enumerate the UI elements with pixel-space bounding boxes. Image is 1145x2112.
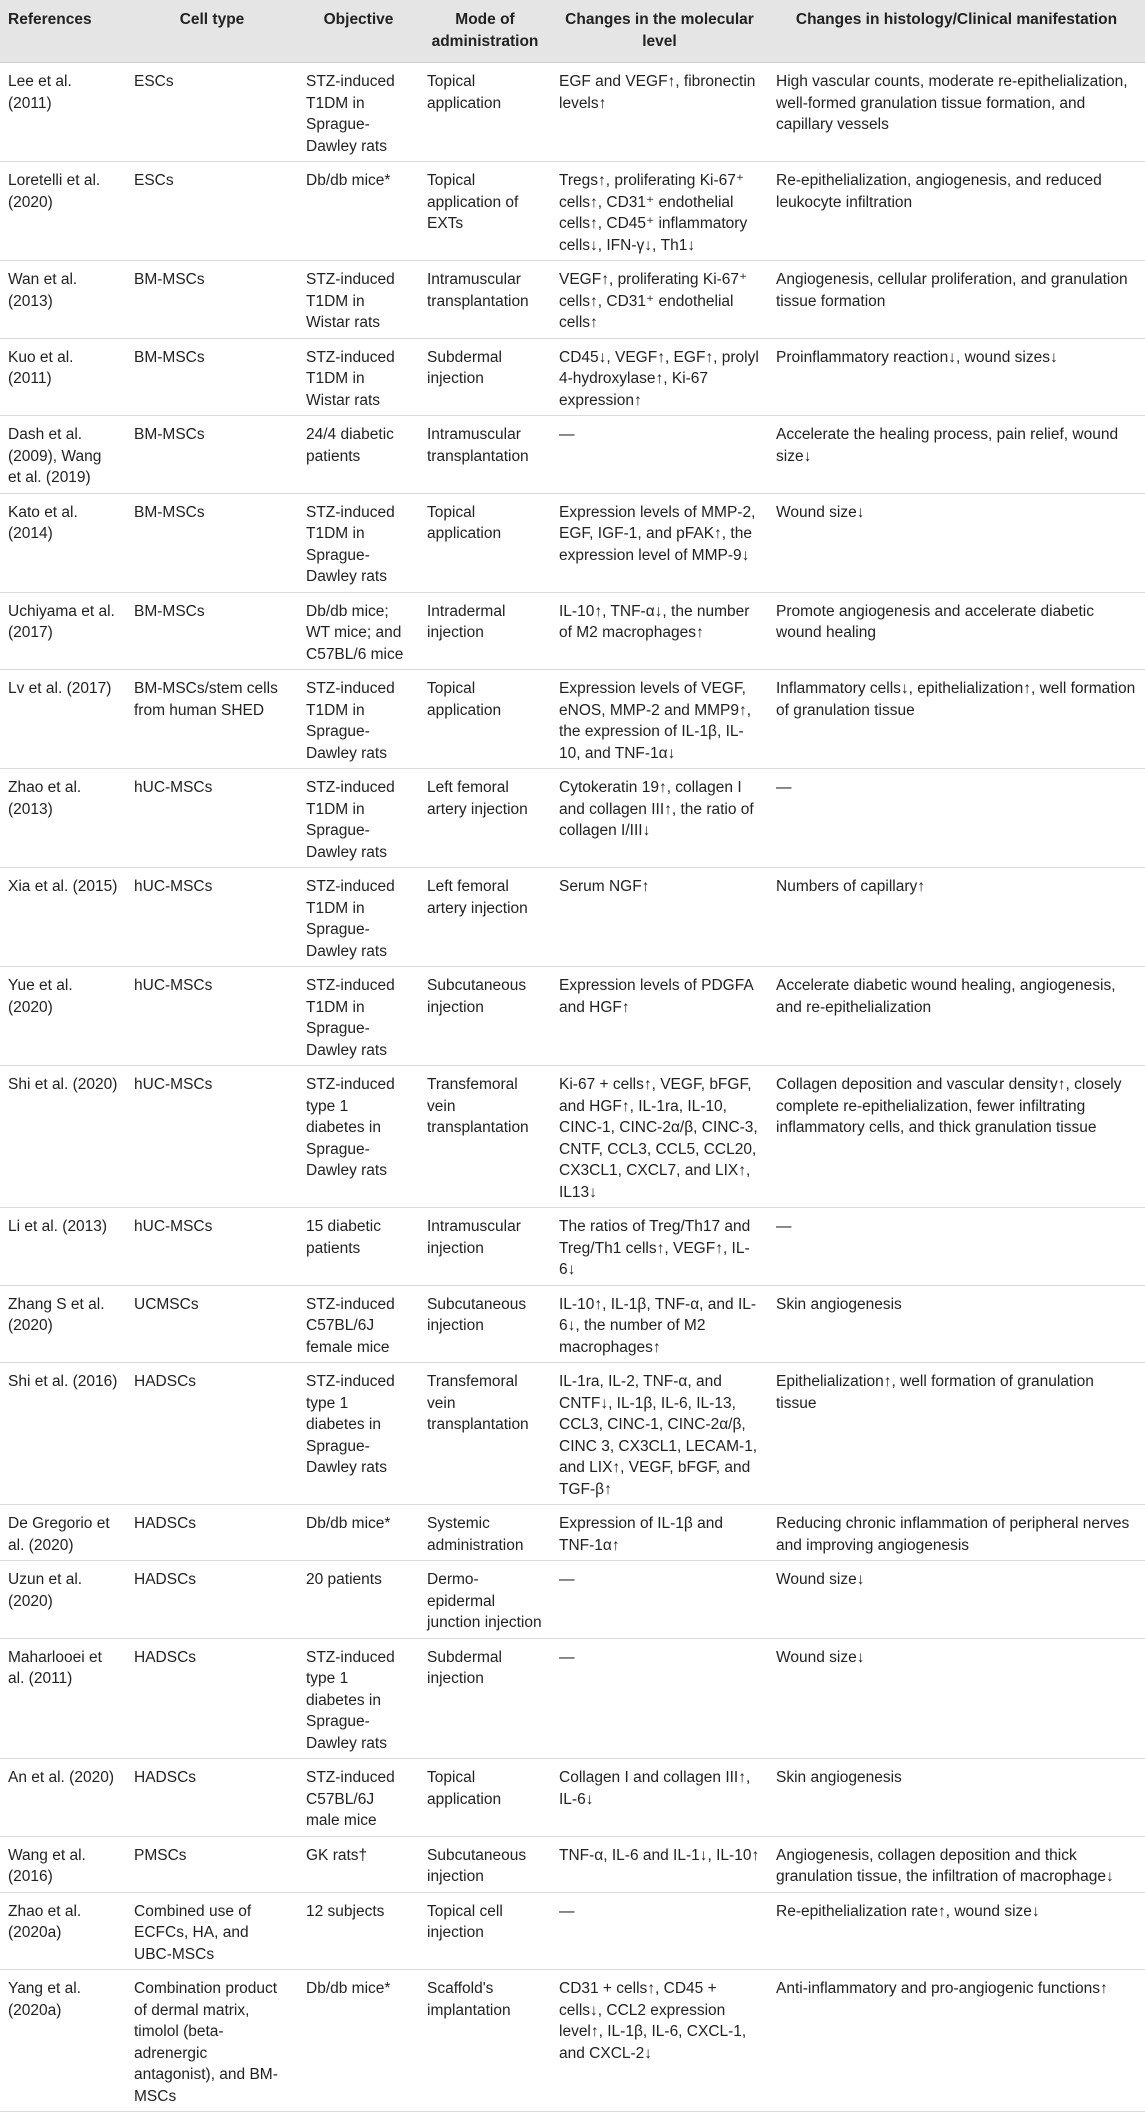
reference-cell: Zhao et al. (2020a) <box>0 1892 126 1970</box>
objective-cell: GK rats† <box>298 1836 419 1892</box>
histology-cell: Collagen deposition and vascular density↑, closely complete re-epithelialization, fewer infiltrating inflammatory cells, and thick granulation tissue <box>768 1066 1145 1208</box>
molecular-cell: Expression levels of MMP-2, EGF, IGF-1, and pFAK↑, the expression level of MMP-9↓ <box>551 493 768 592</box>
header-histology-changes: Changes in histology/Clinical manifestation <box>768 0 1145 63</box>
administration-cell: Systemic administration <box>419 1505 551 1561</box>
histology-cell: Promote angiogenesis and accelerate diabetic wound healing <box>768 592 1145 670</box>
histology-cell: Proinflammatory reaction↓, wound sizes↓ <box>768 338 1145 416</box>
header-molecular-changes: Changes in the molecular level <box>551 0 768 63</box>
histology-cell: Wound size↓ <box>768 1638 1145 1759</box>
administration-cell: Transfemoral vein transplantation <box>419 1066 551 1208</box>
reference-cell: Zhao et al. (2013) <box>0 769 126 868</box>
table-row <box>0 1285 1145 1363</box>
administration-cell: Subcutaneous injection <box>419 1285 551 1363</box>
cell-type-cell: BM-MSCs <box>126 416 298 494</box>
histology-cell: Inflammatory cells↓, epithelialization↑, well formation of granulation tissue <box>768 670 1145 769</box>
table-row <box>0 1363 1145 1505</box>
cell-type-cell: BM-MSCs <box>126 592 298 670</box>
histology-cell: Angiogenesis, cellular proliferation, and granulation tissue formation <box>768 261 1145 339</box>
molecular-cell: Tregs↑, proliferating Ki-67⁺ cells↑, CD31⁺ endothelial cells↑, CD45⁺ inflammatory cells↓, IFN-γ↓, Th1↓ <box>551 162 768 261</box>
histology-cell: Wound size↓ <box>768 493 1145 592</box>
table-row <box>0 1759 1145 1837</box>
table-row <box>0 162 1145 261</box>
objective-cell: 15 diabetic patients <box>298 1208 419 1286</box>
table-row <box>0 592 1145 670</box>
objective-cell: STZ-induced T1DM in Wistar rats <box>298 338 419 416</box>
molecular-cell: EGF and VEGF↑, fibronectin levels↑ <box>551 63 768 162</box>
molecular-cell: Serum NGF↑ <box>551 868 768 967</box>
table-row <box>0 1066 1145 1208</box>
reference-cell: Li et al. (2013) <box>0 1208 126 1286</box>
table-row <box>0 493 1145 592</box>
molecular-cell: Ki-67 + cells↑, VEGF, bFGF, and HGF↑, IL-1ra, IL-10, CINC-1, CINC-2α/β, CINC-3, CNTF, CCL3, CCL5, CCL20, CX3CL1, CXCL7, and LIX↑, IL13↓ <box>551 1066 768 1208</box>
molecular-cell: TNF-α, IL-6 and IL-1↓, IL-10↑ <box>551 1836 768 1892</box>
administration-cell: Transfemoral vein transplantation <box>419 1363 551 1505</box>
cell-type-cell: BM-MSCs/stem cells from human SHED <box>126 670 298 769</box>
cell-type-cell: BM-MSCs <box>126 261 298 339</box>
reference-cell: Yang et al. (2020a) <box>0 1970 126 2112</box>
molecular-cell: Cytokeratin 19↑, collagen I and collagen III↑, the ratio of collagen I/III↓ <box>551 769 768 868</box>
table-row <box>0 63 1145 162</box>
objective-cell: STZ-induced T1DM in Sprague-Dawley rats <box>298 967 419 1066</box>
table-row <box>0 868 1145 967</box>
objective-cell: STZ-induced type 1 diabetes in Sprague-Dawley rats <box>298 1066 419 1208</box>
objective-cell: STZ-induced T1DM in Sprague-Dawley rats <box>298 670 419 769</box>
cell-type-cell: HADSCs <box>126 1759 298 1837</box>
histology-cell: Accelerate the healing process, pain relief, wound size↓ <box>768 416 1145 494</box>
cell-type-cell: hUC-MSCs <box>126 769 298 868</box>
cell-type-cell: ESCs <box>126 63 298 162</box>
reference-cell: Kato et al. (2014) <box>0 493 126 592</box>
table-row <box>0 1970 1145 2112</box>
header-cell-type: Cell type <box>126 0 298 63</box>
objective-cell: 20 patients <box>298 1561 419 1639</box>
table-row <box>0 1561 1145 1639</box>
cell-type-cell: hUC-MSCs <box>126 868 298 967</box>
objective-cell: STZ-induced T1DM in Sprague-Dawley rats <box>298 868 419 967</box>
molecular-cell: VEGF↑, proliferating Ki-67⁺ cells↑, CD31⁺ endothelial cells↑ <box>551 261 768 339</box>
table-row <box>0 416 1145 494</box>
table-row <box>0 1505 1145 1561</box>
administration-cell: Subdermal injection <box>419 338 551 416</box>
objective-cell: Db/db mice; WT mice; and C57BL/6 mice <box>298 592 419 670</box>
table-row <box>0 338 1145 416</box>
reference-cell: Shi et al. (2020) <box>0 1066 126 1208</box>
histology-cell: Angiogenesis, collagen deposition and thick granulation tissue, the infiltration of macrophage↓ <box>768 1836 1145 1892</box>
molecular-cell: — <box>551 1561 768 1639</box>
reference-cell: Shi et al. (2016) <box>0 1363 126 1505</box>
reference-cell: Wang et al. (2016) <box>0 1836 126 1892</box>
objective-cell: STZ-induced C57BL/6J male mice <box>298 1759 419 1837</box>
administration-cell: Left femoral artery injection <box>419 868 551 967</box>
molecular-cell: — <box>551 1638 768 1759</box>
reference-cell: Wan et al. (2013) <box>0 261 126 339</box>
histology-cell: High vascular counts, moderate re-epithelialization, well-formed granulation tissue formation, and capillary vessels <box>768 63 1145 162</box>
cell-type-cell: HADSCs <box>126 1561 298 1639</box>
objective-cell: STZ-induced type 1 diabetes in Sprague-Dawley rats <box>298 1363 419 1505</box>
cell-type-cell: hUC-MSCs <box>126 1066 298 1208</box>
cell-type-cell: Combination product of dermal matrix, timolol (beta-adrenergic antagonist), and BM-MSCs <box>126 1970 298 2112</box>
reference-cell: Xia et al. (2015) <box>0 868 126 967</box>
cell-type-cell: BM-MSCs <box>126 338 298 416</box>
reference-cell: Zhang S et al. (2020) <box>0 1285 126 1363</box>
reference-cell: An et al. (2020) <box>0 1759 126 1837</box>
table-row <box>0 1638 1145 1759</box>
reference-cell: Uzun et al. (2020) <box>0 1561 126 1639</box>
header-row <box>0 0 1145 63</box>
histology-cell: Anti-inflammatory and pro-angiogenic functions↑ <box>768 1970 1145 2112</box>
cell-type-cell: UCMSCs <box>126 1285 298 1363</box>
cell-type-cell: BM-MSCs <box>126 493 298 592</box>
table-row <box>0 769 1145 868</box>
administration-cell: Subcutaneous injection <box>419 967 551 1066</box>
molecular-cell: IL-10↑, TNF-α↓, the number of M2 macrophages↑ <box>551 592 768 670</box>
molecular-cell: IL-1ra, IL-2, TNF-α, and CNTF↓, IL-1β, IL-6, IL-13, CCL3, CINC-1, CINC-2α/β, CINC 3, CX3CL1, LECAM-1, and LIX↑, VEGF, bFGF, and TGF-β↑ <box>551 1363 768 1505</box>
reference-cell: Yue et al. (2020) <box>0 967 126 1066</box>
table-row <box>0 1836 1145 1892</box>
molecular-cell: CD45↓, VEGF↑, EGF↑, prolyl 4-hydroxylase↑, Ki-67 expression↑ <box>551 338 768 416</box>
reference-cell: Lv et al. (2017) <box>0 670 126 769</box>
histology-cell: — <box>768 1208 1145 1286</box>
cell-type-cell: PMSCs <box>126 1836 298 1892</box>
objective-cell: 12 subjects <box>298 1892 419 1970</box>
administration-cell: Intramuscular transplantation <box>419 261 551 339</box>
histology-cell: Skin angiogenesis <box>768 1759 1145 1837</box>
objective-cell: Db/db mice* <box>298 1970 419 2112</box>
objective-cell: 24/4 diabetic patients <box>298 416 419 494</box>
histology-cell: Reducing chronic inflammation of peripheral nerves and improving angiogenesis <box>768 1505 1145 1561</box>
table-row <box>0 670 1145 769</box>
objective-cell: STZ-induced T1DM in Wistar rats <box>298 261 419 339</box>
administration-cell: Topical application <box>419 1759 551 1837</box>
histology-cell: Re-epithelialization rate↑, wound size↓ <box>768 1892 1145 1970</box>
table-row <box>0 261 1145 339</box>
objective-cell: STZ-induced C57BL/6J female mice <box>298 1285 419 1363</box>
reference-cell: Dash et al. (2009), Wang et al. (2019) <box>0 416 126 494</box>
administration-cell: Scaffold's implantation <box>419 1970 551 2112</box>
table-row <box>0 1208 1145 1286</box>
molecular-cell: Collagen I and collagen III↑, IL-6↓ <box>551 1759 768 1837</box>
molecular-cell: CD31 + cells↑, CD45 + cells↓, CCL2 expression level↑, IL-1β, IL-6, CXCL-1, and CXCL-2↓ <box>551 1970 768 2112</box>
histology-cell: — <box>768 769 1145 868</box>
histology-cell: Skin angiogenesis <box>768 1285 1145 1363</box>
reference-cell: Maharlooei et al. (2011) <box>0 1638 126 1759</box>
administration-cell: Subcutaneous injection <box>419 1836 551 1892</box>
administration-cell: Subdermal injection <box>419 1638 551 1759</box>
cell-type-cell: HADSCs <box>126 1505 298 1561</box>
header-references: References <box>0 0 126 63</box>
objective-cell: STZ-induced type 1 diabetes in Sprague-Dawley rats <box>298 1638 419 1759</box>
molecular-cell: — <box>551 416 768 494</box>
administration-cell: Topical application of EXTs <box>419 162 551 261</box>
cell-type-cell: hUC-MSCs <box>126 967 298 1066</box>
administration-cell: Topical cell injection <box>419 1892 551 1970</box>
cell-type-cell: HADSCs <box>126 1363 298 1505</box>
table-row <box>0 1892 1145 1970</box>
administration-cell: Dermo-epidermal junction injection <box>419 1561 551 1639</box>
reference-cell: Loretelli et al. (2020) <box>0 162 126 261</box>
objective-cell: Db/db mice* <box>298 1505 419 1561</box>
administration-cell: Topical application <box>419 493 551 592</box>
objective-cell: Db/db mice* <box>298 162 419 261</box>
administration-cell: Intramuscular transplantation <box>419 416 551 494</box>
molecular-cell: Expression levels of VEGF, eNOS, MMP-2 and MMP9↑, the expression of IL-1β, IL-10, and TNF-1α↓ <box>551 670 768 769</box>
molecular-cell: Expression of IL-1β and TNF-1α↑ <box>551 1505 768 1561</box>
reference-cell: Uchiyama et al. (2017) <box>0 592 126 670</box>
objective-cell: STZ-induced T1DM in Sprague-Dawley rats <box>298 769 419 868</box>
administration-cell: Intradermal injection <box>419 592 551 670</box>
molecular-cell: — <box>551 1892 768 1970</box>
histology-cell: Accelerate diabetic wound healing, angiogenesis, and re-epithelialization <box>768 967 1145 1066</box>
molecular-cell: IL-10↑, IL-1β, TNF-α, and IL-6↓, the number of M2 macrophages↑ <box>551 1285 768 1363</box>
administration-cell: Left femoral artery injection <box>419 769 551 868</box>
reference-cell: De Gregorio et al. (2020) <box>0 1505 126 1561</box>
cell-type-cell: ESCs <box>126 162 298 261</box>
cell-type-cell: hUC-MSCs <box>126 1208 298 1286</box>
reference-cell: Lee et al. (2011) <box>0 63 126 162</box>
administration-cell: Topical application <box>419 63 551 162</box>
objective-cell: STZ-induced T1DM in Sprague-Dawley rats <box>298 63 419 162</box>
cell-type-cell: Combined use of ECFCs, HA, and UBC-MSCs <box>126 1892 298 1970</box>
cell-type-cell: HADSCs <box>126 1638 298 1759</box>
histology-cell: Numbers of capillary↑ <box>768 868 1145 967</box>
administration-cell: Intramuscular injection <box>419 1208 551 1286</box>
histology-cell: Epithelialization↑, well formation of granulation tissue <box>768 1363 1145 1505</box>
histology-cell: Wound size↓ <box>768 1561 1145 1639</box>
molecular-cell: Expression levels of PDGFA and HGF↑ <box>551 967 768 1066</box>
administration-cell: Topical application <box>419 670 551 769</box>
header-objective: Objective <box>298 0 419 63</box>
objective-cell: STZ-induced T1DM in Sprague-Dawley rats <box>298 493 419 592</box>
header-mode-of-administration: Mode of administration <box>419 0 551 63</box>
reference-cell: Kuo et al. (2011) <box>0 338 126 416</box>
table-row <box>0 967 1145 1066</box>
histology-cell: Re-epithelialization, angiogenesis, and reduced leukocyte infiltration <box>768 162 1145 261</box>
molecular-cell: The ratios of Treg/Th17 and Treg/Th1 cells↑, VEGF↑, IL-6↓ <box>551 1208 768 1286</box>
